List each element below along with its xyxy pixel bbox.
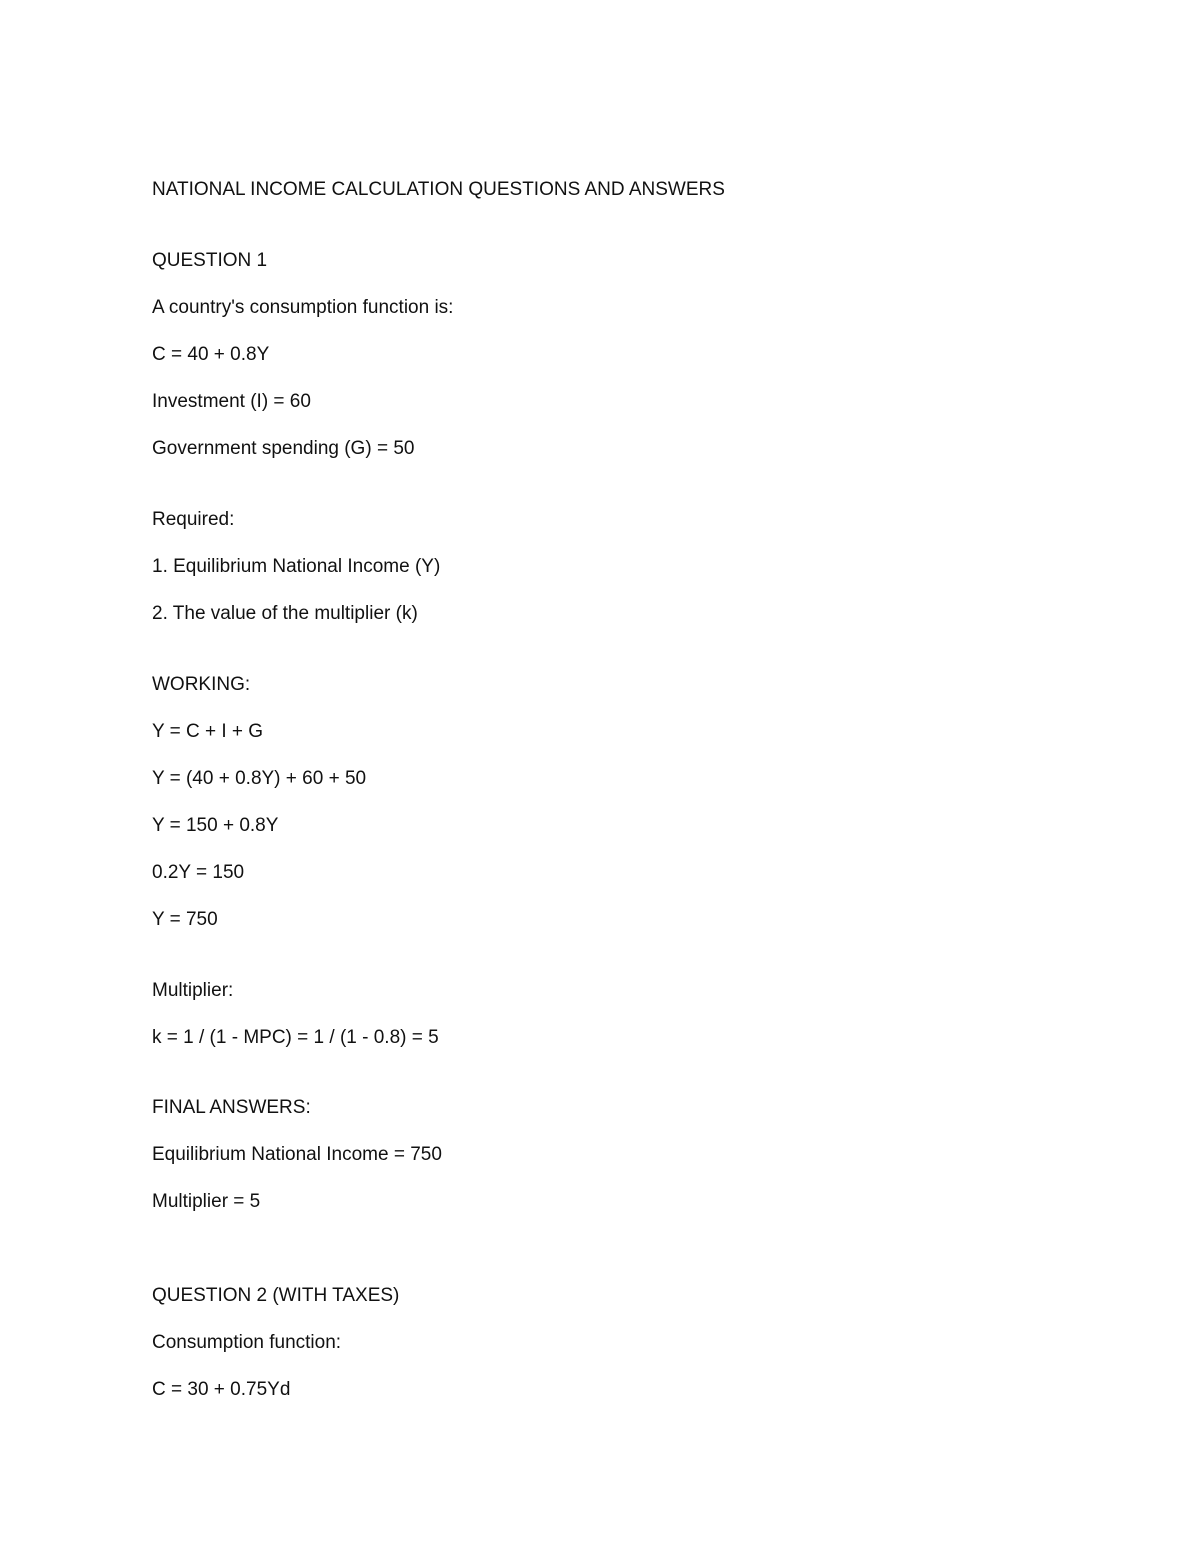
working-step: Y = C + I + G xyxy=(152,721,264,742)
final-answer-multiplier: Multiplier = 5 xyxy=(152,1191,261,1212)
required-item-1: 1. Equilibrium National Income (Y) xyxy=(152,556,441,577)
working-step: Y = (40 + 0.8Y) + 60 + 50 xyxy=(152,768,367,789)
question-2-intro: Consumption function: xyxy=(152,1332,342,1353)
document-title: NATIONAL INCOME CALCULATION QUESTIONS AND ANSWERS xyxy=(152,179,725,200)
required-label: Required: xyxy=(152,509,235,530)
government-spending-value: Government spending (G) = 50 xyxy=(152,438,415,459)
question-1-heading: QUESTION 1 xyxy=(152,250,268,271)
multiplier-formula: k = 1 / (1 - MPC) = 1 / (1 - 0.8) = 5 xyxy=(152,1027,439,1048)
working-step: Y = 150 + 0.8Y xyxy=(152,815,279,836)
working-label: WORKING: xyxy=(152,674,251,695)
final-answers-label: FINAL ANSWERS: xyxy=(152,1097,311,1118)
final-answer-income: Equilibrium National Income = 750 xyxy=(152,1144,442,1165)
required-item-2: 2. The value of the multiplier (k) xyxy=(152,603,418,624)
investment-value: Investment (I) = 60 xyxy=(152,391,311,412)
question-2-consumption-function: C = 30 + 0.75Yd xyxy=(152,1379,291,1400)
consumption-function: C = 40 + 0.8Y xyxy=(152,344,270,365)
multiplier-label: Multiplier: xyxy=(152,980,234,1001)
working-step: 0.2Y = 150 xyxy=(152,862,245,883)
working-step: Y = 750 xyxy=(152,909,218,930)
question-1-intro: A country's consumption function is: xyxy=(152,297,454,318)
question-2-heading: QUESTION 2 (WITH TAXES) xyxy=(152,1285,400,1306)
